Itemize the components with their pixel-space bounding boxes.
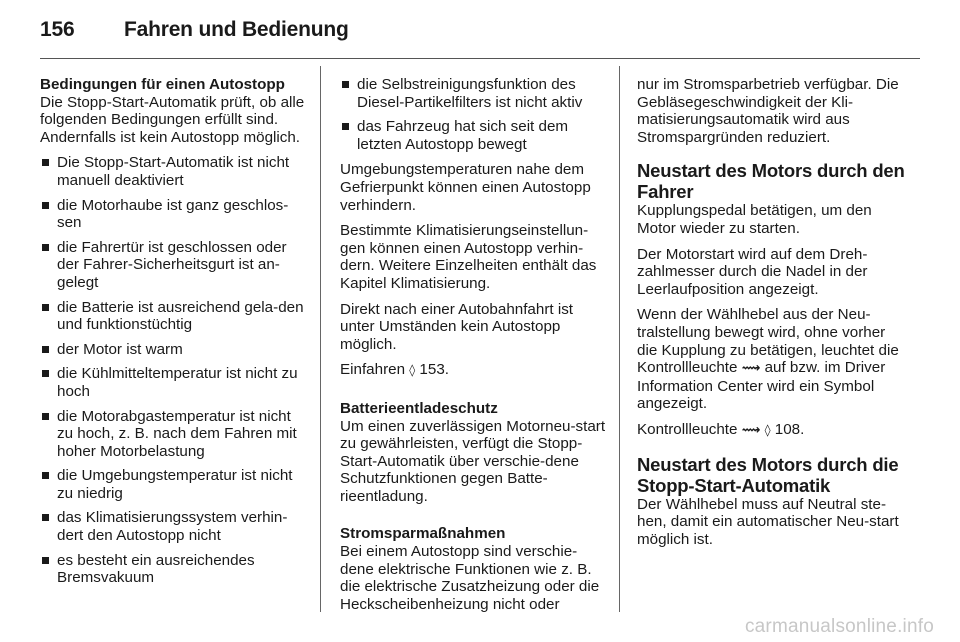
list-item: das Fahrzeug hat sich seit dem letzten Autostopp bewegt — [340, 118, 608, 153]
column-divider-2 — [619, 66, 620, 612]
list-item: das Klimatisierungssystem verhin-dert den Autostopp nicht — [40, 509, 308, 544]
watermark: carmanualsonline.info — [744, 616, 934, 637]
list-item: Die Stopp-Start-Automatik ist nicht manuell deaktiviert — [40, 154, 308, 189]
paragraph-freezing: Umgebungstemperaturen nahe dem Gefrierpunkt können einen Autostopp verhindern. — [340, 161, 591, 214]
section-heading-restart-driver: Neustart des Motors durch den Fahrer — [637, 160, 905, 203]
header-rule — [40, 58, 920, 59]
stop-start-indicator-icon: ⟿ — [741, 422, 761, 438]
conditions-list — [40, 154, 308, 586]
section-heading-autostop-conditions: Bedingungen für einen Autostopp — [40, 76, 285, 93]
page-number: 156 — [40, 18, 75, 41]
page-reference-icon: ◊ — [764, 422, 771, 437]
column-2 — [340, 76, 608, 621]
page-reference-link[interactable]: 108. — [774, 420, 805, 438]
list-item: die Selbstreinigungsfunktion des Diesel-Partikelfilters ist nicht aktiv — [340, 76, 608, 111]
paragraph-climate: Bestimmte Klimatisierungseinstellun-gen können einen Autostopp verhin-dern. Weitere Einzelheiten enthält das Kapitel Klimatisierung. — [340, 222, 597, 292]
section-heading-battery-protection: Batterieentladeschutz — [340, 399, 498, 417]
section-heading-restart-automatic: Neustart des Motors durch die Stopp-Start-Automatik — [637, 453, 899, 496]
paragraph-tachometer: Der Motorstart wird auf dem Dreh-zahlmesser durch die Nadel in der Leerlaufposition angezeigt. — [637, 245, 868, 298]
page-header — [40, 18, 920, 42]
page-reference-link[interactable]: 153. — [419, 361, 449, 379]
paragraph-highway: Direkt nach einer Autobahnfahrt ist unter Umständen kein Autostopp möglich. — [340, 300, 574, 353]
paragraph-indicator-reference: Kontrollleuchte ⟿ ◊ 108. — [637, 420, 805, 438]
paragraph-clutch: Kupplungspedal betätigen, um den Motor wieder zu starten. — [637, 202, 872, 237]
section-heading-energy-saving: Stromsparmaßnahmen — [340, 525, 506, 543]
paragraph-running-in: Einfahren ◊ 153. — [340, 361, 449, 379]
list-item: es besteht ein ausreichendes Bremsvakuum — [40, 552, 308, 587]
list-item: der Motor ist warm — [40, 341, 308, 359]
paragraph-energy: Bei einem Autostopp sind verschie-dene elektrische Funktionen wie z. B. die elektrische Zusatzheizung oder die Heckscheibenheizung nicht oder — [340, 543, 600, 613]
intro-paragraph: Die Stopp-Start-Automatik prüft, ob alle folgenden Bedingungen erfüllt sind. Andernfalls ist kein Autostopp möglich. — [40, 93, 305, 146]
list-item: die Umgebungstemperatur ist nicht zu niedrig — [40, 467, 308, 502]
list-item: die Batterie ist ausreichend gela-den und funktionstüchtig — [40, 299, 308, 334]
stop-start-indicator-icon: ⟿ — [741, 361, 761, 377]
column-3 — [637, 76, 905, 556]
list-item: die Motorabgastemperatur ist nicht zu hoch, z. B. nach dem Fahren mit hoher Motorbelastung — [40, 408, 308, 461]
paragraph-energy-continued: nur im Stromsparbetrieb verfügbar. Die Gebläsegeschwindigkeit der Kli-matisierungsautomatik wird aus Stromspargründen reduziert. — [637, 76, 899, 146]
column-divider-1 — [320, 66, 321, 612]
list-item: die Fahrertür ist geschlossen oder der Fahrer-Sicherheitsgurt ist an-gelegt — [40, 239, 308, 292]
page-reference-icon: ◊ — [409, 363, 416, 378]
conditions-list-continued — [340, 76, 608, 153]
list-item: die Motorhaube ist ganz geschlos-sen — [40, 197, 308, 232]
paragraph-selector-lever: Wenn der Wählhebel aus der Neu-tralstellung bewegt wird, ohne vorher die Kupplung zu betätigen, leuchtet die Kontrollleuchte ⟿ auf bzw. im Driver Information Center wird ein Symbol angezeigt. — [637, 306, 899, 413]
paragraph-battery: Um einen zuverlässigen Motorneu-start zu gewährleisten, verfügt die Stopp-Start-Automatik über verschie-dene Schutzfunktionen gegen Batte-rieentladung. — [340, 417, 606, 505]
column-1 — [40, 76, 308, 595]
page-title: Fahren und Bedienung — [124, 18, 349, 41]
paragraph-neutral: Der Wählhebel muss auf Neutral ste-hen, damit ein automatischer Neu-start möglich ist. — [637, 495, 899, 548]
list-item: die Kühlmitteltemperatur ist nicht zu hoch — [40, 365, 308, 400]
